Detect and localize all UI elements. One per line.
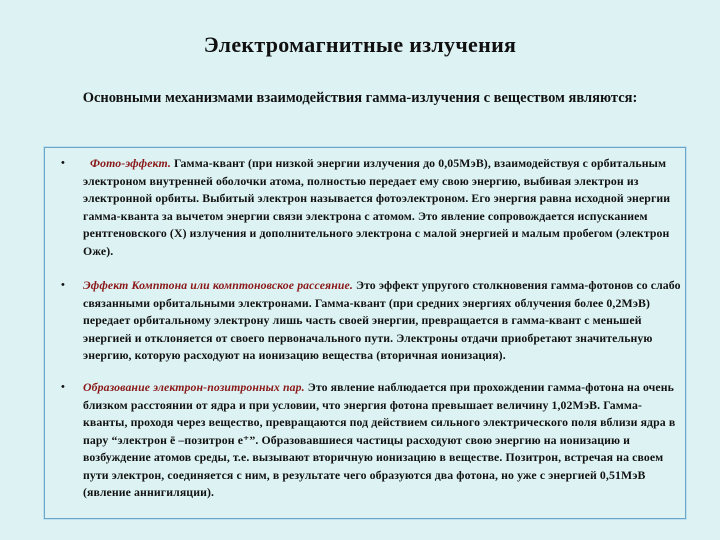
item-term: Эффект Комптона или комптоновское рассеяние. bbox=[83, 278, 353, 292]
item-term: Фото-эффект. bbox=[90, 156, 171, 170]
content-box bbox=[44, 147, 686, 519]
bullet-icon: • bbox=[61, 279, 65, 291]
bullet-icon: • bbox=[61, 157, 65, 169]
slide-title: Электромагнитные излучения bbox=[203, 32, 517, 57]
item-text: Гамма-квант (при низкой энергии излучения до 0,05МэВ), взаимодействуя с орбитальным электроном внутренней оболочки атома, полностью передает ему свою энергию, выбивая электрон из электронной орбиты. Выбитый электрон называется фотоэлектроном. Его энергия равна исходной энергии гамма-кванта за вычетом энергии связи электрона с атомом. Это явление сопровождается испусканием рентгеновского (Х) излучения и дополнительного электрона с малой энергией и малым пробегом (электрон Оже). bbox=[83, 156, 671, 258]
bullet-icon: • bbox=[61, 381, 65, 393]
list-item-pair-production bbox=[61, 379, 681, 502]
item-term: Образование электрон-позитронных пар. bbox=[83, 380, 305, 394]
item-text: Это эффект упругого столкновения гамма-фотонов со слабо связанными орбитальными электронами. Гамма-квант (при средних энергиях облучения более 0,2МэВ) передает орбитальному электрону лишь часть своей энергии, превращается в гамма-квант с меньшей энергией и отклоняется от своего первоначального пути. Электроны отдачи приобретают значительную энергию, которую расходуют на ионизацию вещества (вторичная ионизация). bbox=[83, 278, 681, 362]
item-text: Это явление наблюдается при прохождении гамма-фотона на очень близком расстоянии от ядра и при условии, что энергия фотона превышает величину 1,02МэВ. Гамма-кванты, проходя через вещество, превращаются под действием сильного электрического поля вблизи ядра в пару “электрон ē –позитрон e⁺”. Образовавшиеся частицы расходуют свою энергию на ионизацию и возбуждение атомов среды, т.е. вызывают вторичную ионизацию в веществе. Позитрон, встречая на своем пути электрон, соединяется с ним, в результате чего образуются два фотона, но уже с энергией 0,51МэВ (явление аннигиляции). bbox=[83, 380, 676, 499]
list-item-compton bbox=[61, 277, 681, 365]
list-item-photoeffect bbox=[61, 155, 681, 260]
slide-subtitle: Основными механизмами взаимодействия гамма-излучения с веществом являются: bbox=[82, 90, 638, 106]
